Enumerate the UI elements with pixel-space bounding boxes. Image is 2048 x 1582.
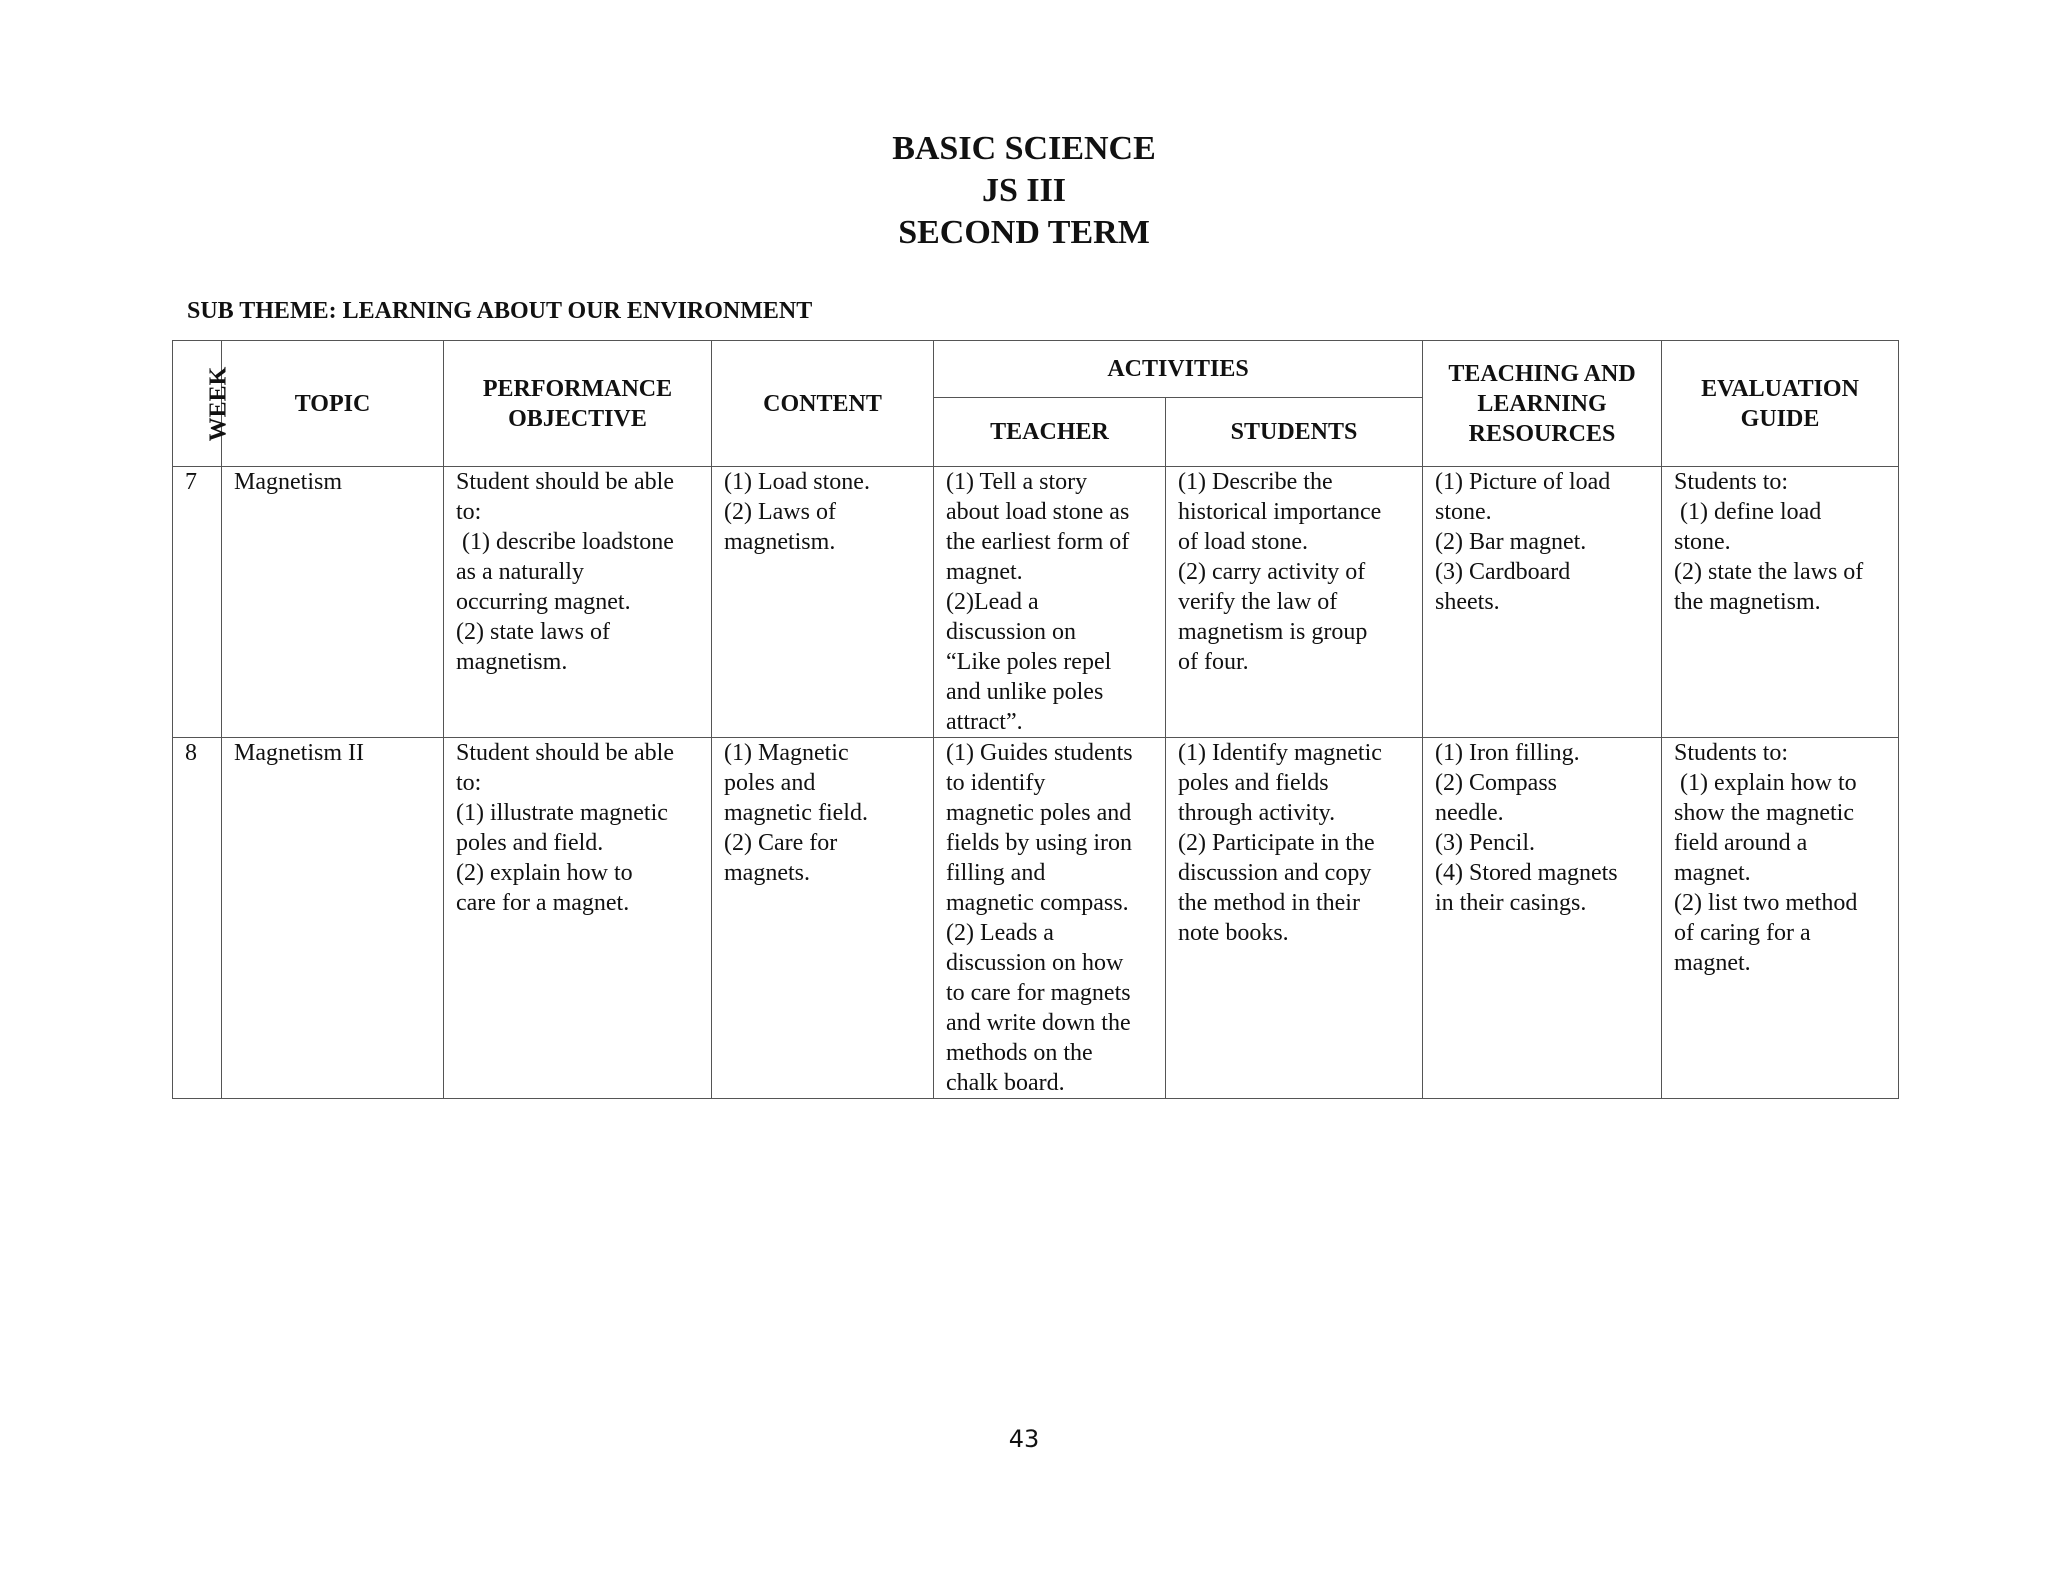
header-resources-line: LEARNING — [1477, 390, 1607, 417]
header-performance-objective — [444, 341, 712, 467]
table-body — [173, 467, 1899, 1099]
cell-line: (1) Iron filling. — [1435, 740, 1580, 766]
cell-topic: Magnetism II — [222, 738, 444, 1099]
cell-line: sheets. — [1435, 589, 1500, 615]
cell-line: stone. — [1674, 529, 1731, 555]
cell-line: (1) Describe the — [1178, 469, 1333, 495]
cell-line: (3) Pencil. — [1435, 830, 1535, 856]
cell-line: to: — [456, 499, 482, 525]
cell-line: show the magnetic — [1674, 800, 1854, 826]
cell-line: (2) Laws of — [724, 499, 836, 525]
header-students: STUDENTS — [1166, 398, 1423, 467]
cell-line: the magnetism. — [1674, 589, 1821, 615]
cell-line: (2) state laws of — [456, 619, 610, 645]
title-class: JS III — [981, 172, 1067, 209]
cell-students — [1166, 738, 1423, 1099]
cell-line: (2)Lead a — [946, 589, 1039, 615]
table-row — [173, 738, 1899, 1099]
header-week-label: WEEK — [205, 366, 232, 441]
cell-line: (1) explain how to — [1674, 770, 1857, 796]
cell-line: (2) list two method — [1674, 890, 1858, 916]
cell-line: attract”. — [946, 709, 1023, 735]
cell-line: discussion and copy — [1178, 860, 1372, 886]
header-week — [173, 341, 232, 467]
cell-line: Student should be able — [456, 740, 674, 766]
cell-content — [712, 738, 934, 1099]
cell-line: magnet. — [1674, 950, 1751, 976]
cell-line: discussion on how — [946, 950, 1124, 976]
cell-line: (2) Compass — [1435, 770, 1558, 796]
cell-line: historical importance — [1178, 499, 1382, 525]
cell-line: (1) Magnetic — [724, 740, 849, 766]
header-resources — [1423, 341, 1662, 467]
cell-line: (2) carry activity of — [1178, 559, 1366, 585]
header-objective-line: OBJECTIVE — [508, 405, 647, 432]
cell-line: verify the law of — [1178, 589, 1338, 615]
cell-line: care for a magnet. — [456, 890, 630, 916]
header-evaluation-line: EVALUATION — [1701, 375, 1859, 402]
cell-line: note books. — [1178, 920, 1289, 946]
cell-line: (4) Stored magnets — [1435, 860, 1618, 886]
header-topic: TOPIC — [222, 341, 444, 467]
cell-line: magnetism. — [456, 649, 568, 675]
cell-line: (1) Tell a story — [946, 469, 1088, 495]
title-term: SECOND TERM — [898, 214, 1150, 251]
cell-teacher — [934, 738, 1166, 1099]
cell-line: in their casings. — [1435, 890, 1587, 916]
header-objective-line: PERFORMANCE — [482, 375, 673, 402]
cell-line: as a naturally — [456, 559, 584, 585]
page-number: 43 — [1008, 1425, 1040, 1453]
cell-line: the method in their — [1178, 890, 1360, 916]
cell-line: (1) describe loadstone — [456, 529, 674, 555]
cell-line: chalk board. — [946, 1070, 1065, 1096]
cell-line: magnets. — [724, 860, 810, 886]
cell-line: to identify — [946, 770, 1046, 796]
scheme-of-work-table — [172, 340, 1899, 1099]
cell-line: poles and — [724, 770, 816, 796]
header-evaluation-line: GUIDE — [1740, 405, 1820, 432]
cell-line: Students to: — [1674, 740, 1789, 766]
cell-line: magnet. — [946, 559, 1023, 585]
cell-line: magnetism. — [724, 529, 836, 555]
cell-line: magnetic field. — [724, 800, 868, 826]
header-teacher: TEACHER — [934, 398, 1166, 467]
cell-line: magnetic compass. — [946, 890, 1129, 916]
cell-line: (1) Guides students — [946, 740, 1133, 766]
cell-line: of caring for a — [1674, 920, 1811, 946]
cell-line: methods on the — [946, 1040, 1093, 1066]
cell-topic: Magnetism — [222, 467, 444, 738]
header-resources-line: TEACHING AND — [1448, 360, 1636, 387]
cell-line: fields by using iron — [946, 830, 1132, 856]
cell-line: through activity. — [1178, 800, 1336, 826]
cell-line: and write down the — [946, 1010, 1131, 1036]
cell-line: poles and fields — [1178, 770, 1329, 796]
cell-week: 8 — [173, 738, 222, 1099]
cell-line: (2) Participate in the — [1178, 830, 1375, 856]
cell-line: (1) Load stone. — [724, 469, 870, 495]
page-title — [0, 128, 2048, 254]
cell-line: poles and field. — [456, 830, 604, 856]
cell-line: to: — [456, 770, 482, 796]
cell-line: of load stone. — [1178, 529, 1308, 555]
cell-line: (2) state the laws of — [1674, 559, 1864, 585]
cell-line: about load stone as — [946, 499, 1130, 525]
header-resources-line: RESOURCES — [1468, 420, 1616, 447]
header-activities: ACTIVITIES — [934, 341, 1423, 398]
cell-line: magnet. — [1674, 860, 1751, 886]
cell-line: (1) Identify magnetic — [1178, 740, 1382, 766]
cell-line: (2) explain how to — [456, 860, 633, 886]
cell-line: occurring magnet. — [456, 589, 631, 615]
cell-line: (1) Picture of load — [1435, 469, 1611, 495]
cell-objective — [444, 467, 712, 738]
cell-line: (2) Leads a — [946, 920, 1054, 946]
cell-line: and unlike poles — [946, 679, 1104, 705]
cell-line: field around a — [1674, 830, 1808, 856]
cell-line: (1) define load — [1674, 499, 1822, 525]
cell-line: “Like poles repel — [946, 649, 1112, 675]
cell-line: (2) Bar magnet. — [1435, 529, 1587, 555]
cell-line: (1) illustrate magnetic — [456, 800, 668, 826]
cell-line: of four. — [1178, 649, 1249, 675]
cell-evaluation — [1662, 738, 1899, 1099]
cell-content — [712, 467, 934, 738]
cell-students — [1166, 467, 1423, 738]
subtheme-heading: SUB THEME: LEARNING ABOUT OUR ENVIRONMENT — [187, 298, 813, 324]
cell-line: Student should be able — [456, 469, 674, 495]
cell-line: (2) Care for — [724, 830, 838, 856]
cell-line: magnetic poles and — [946, 800, 1132, 826]
cell-line: (3) Cardboard — [1435, 559, 1571, 585]
cell-resources — [1423, 467, 1662, 738]
cell-resources — [1423, 738, 1662, 1099]
cell-week: 7 — [173, 467, 222, 738]
cell-evaluation — [1662, 467, 1899, 738]
table-row — [173, 467, 1899, 738]
cell-line: discussion on — [946, 619, 1077, 645]
cell-line: magnetism is group — [1178, 619, 1368, 645]
cell-line: to care for magnets — [946, 980, 1131, 1006]
cell-line: needle. — [1435, 800, 1504, 826]
cell-objective — [444, 738, 712, 1099]
header-content: CONTENT — [712, 341, 934, 467]
cell-line: filling and — [946, 860, 1046, 886]
title-subject: BASIC SCIENCE — [892, 130, 1156, 167]
cell-line: Students to: — [1674, 469, 1789, 495]
header-evaluation-guide — [1662, 341, 1899, 467]
cell-line: the earliest form of — [946, 529, 1130, 555]
cell-teacher — [934, 467, 1166, 738]
cell-line: stone. — [1435, 499, 1492, 525]
